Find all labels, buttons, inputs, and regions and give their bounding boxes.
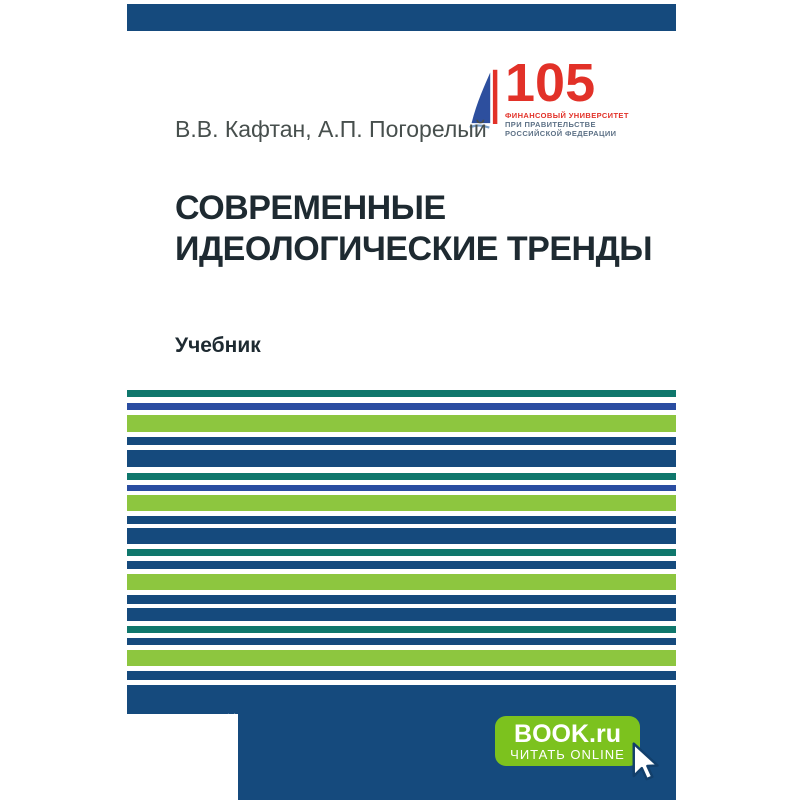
university-name-line1: ФИНАНСОВЫЙ УНИВЕРСИТЕТ [505, 111, 629, 120]
university-name-line3: РОССИЙСКОЙ ФЕДЕРАЦИИ [505, 129, 617, 138]
stripe [127, 561, 676, 569]
stripe [127, 595, 676, 604]
stripe [127, 549, 676, 556]
top-navy-band [127, 4, 676, 31]
stripe [127, 574, 676, 590]
bookru-badge [495, 716, 640, 766]
stripe [127, 437, 676, 445]
stripe [127, 390, 676, 397]
stripe [127, 528, 676, 544]
stripe [127, 608, 676, 621]
stripe [127, 638, 676, 645]
book-title-line2: ИДЕОЛОГИЧЕСКИЕ ТРЕНДЫ [175, 230, 653, 268]
logo-text-block [505, 53, 629, 139]
bookru-badge-subtitle: ЧИТАТЬ ONLINE [510, 746, 625, 762]
book-cover [127, 0, 676, 800]
book-title [175, 188, 652, 270]
stripe [127, 516, 676, 524]
cursor-icon [625, 740, 667, 789]
stripe [127, 473, 676, 480]
stripe [127, 671, 676, 680]
book-title-line1: СОВРЕМЕННЫЕ [175, 189, 446, 227]
book-type-label: Учебник [175, 334, 261, 357]
university-name [505, 111, 629, 138]
publisher-logo: КНОРУС [222, 711, 242, 797]
logo-number: 105 [505, 53, 596, 113]
university-logo [468, 53, 629, 139]
university-name-line2: ПРИ ПРАВИТЕЛЬСТВЕ [505, 120, 596, 129]
stripe [127, 495, 676, 511]
stripe [127, 450, 676, 467]
stripe [127, 415, 676, 432]
stripe [127, 403, 676, 410]
stripe [127, 626, 676, 633]
authors: В.В. Кафтан, А.П. Погорелый [175, 116, 487, 142]
bookru-badge-title: BOOK.ru [514, 719, 621, 748]
stripe [127, 650, 676, 666]
